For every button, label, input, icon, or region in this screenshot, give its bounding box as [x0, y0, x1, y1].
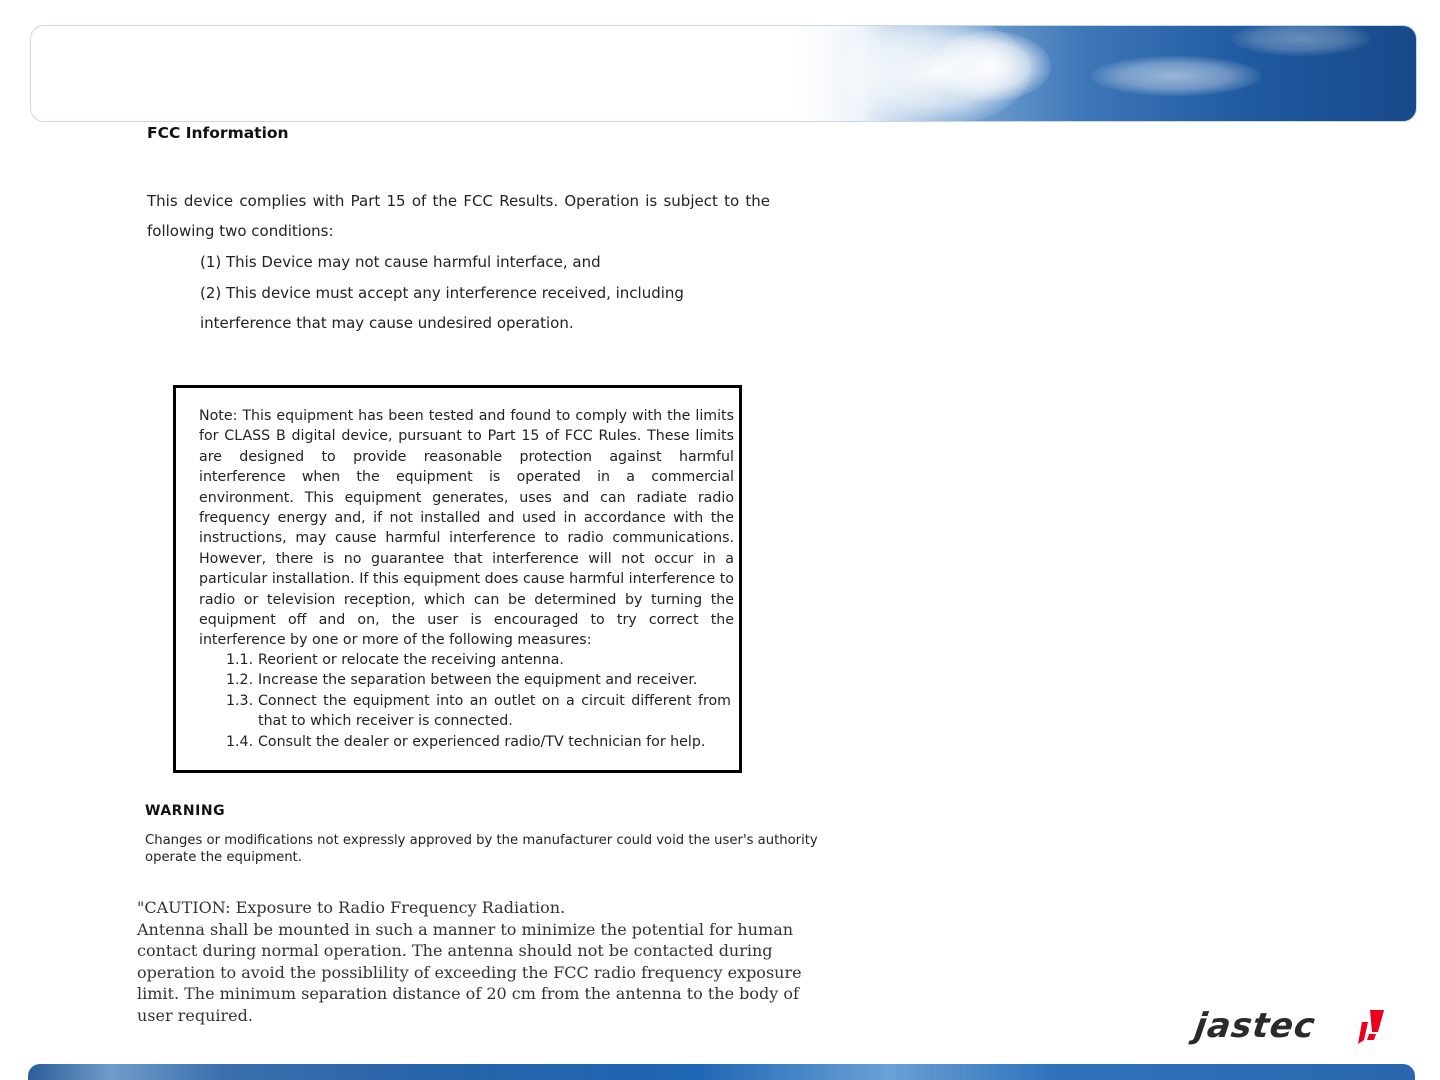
measure-text: Reorient or relocate the receiving antenna.: [258, 652, 564, 668]
note-text: Note: This equipment has been tested and found to comply with the limits for CLASS B digital device, pursuant to Part 15 of FCC Rules. These limits are designed to provide reasonable protection against harmful interference when the equipment is operated in a commercial environment. This equipment generates, uses and can radiate radio frequency energy and, if not installed and used in accordance with the instructions, may cause harmful interference to radio communications. However, there is no guarantee that interference will not occur in a particular installation. If this equipment does cause harmful interference to radio or television reception, which can be determined by turning the equipment off and on, the user is encouraged to try correct the interference by one or more of the following measures:: [199, 408, 734, 649]
footer-banner: [28, 1064, 1415, 1080]
logo-wordmark: jastec: [1192, 1006, 1319, 1046]
list-item: [226, 650, 731, 670]
banner-cloud: [1091, 56, 1261, 96]
list-item: [226, 691, 731, 732]
measure-text: Consult the dealer or experienced radio/TV technician for help.: [258, 733, 706, 750]
measure-number: 1.1.: [226, 652, 254, 668]
caution-line: contact during normal operation. The antenna should not be contacted during: [137, 941, 773, 961]
caution-line: Antenna shall be mounted in such a manner to minimize the potential for human: [137, 919, 794, 939]
caution-block: [137, 897, 857, 1027]
measure-number: 1.4.: [226, 733, 254, 750]
list-item: [226, 732, 731, 752]
measure-text: Increase the separation between the equipment and receiver.: [258, 672, 698, 689]
header-banner: [30, 25, 1417, 122]
condition-item: (2) This device must accept any interference received, including interference that may cause undesired operation.: [200, 284, 684, 332]
measure-text: Connect the equipment into an outlet on a circuit different from that to which receiver is connected.: [258, 692, 731, 730]
jastec-logo: [1190, 1008, 1390, 1050]
measures-list: [226, 650, 731, 752]
list-item: [226, 670, 731, 690]
logo-mark-icon: [1358, 1010, 1384, 1044]
note-box: [173, 385, 742, 773]
condition-item: (1) This Device may not cause harmful interface, and: [200, 253, 601, 271]
measure-number: 1.2.: [226, 672, 254, 689]
page-title: FCC Information: [147, 124, 289, 142]
caution-line: user required.: [137, 1005, 253, 1025]
caution-line: "CAUTION: Exposure to Radio Frequency Radiation.: [137, 898, 566, 917]
warning-heading: WARNING: [145, 803, 226, 819]
measure-number: 1.3.: [226, 692, 254, 709]
banner-cloud: [1231, 25, 1371, 56]
warning-text: Changes or modifications not expressly approved by the manufacturer could void the user's authority operate the equipment.: [145, 833, 818, 865]
caution-line: limit. The minimum separation distance of 20 cm from the antenna to the body of: [137, 984, 799, 1004]
caution-line: operation to avoid the possiblility of exceeding the FCC radio frequency exposure: [137, 962, 802, 982]
intro-paragraph: This device complies with Part 15 of the FCC Results. Operation is subject to the following two conditions:: [147, 192, 770, 240]
banner-cloud: [931, 31, 1051, 101]
